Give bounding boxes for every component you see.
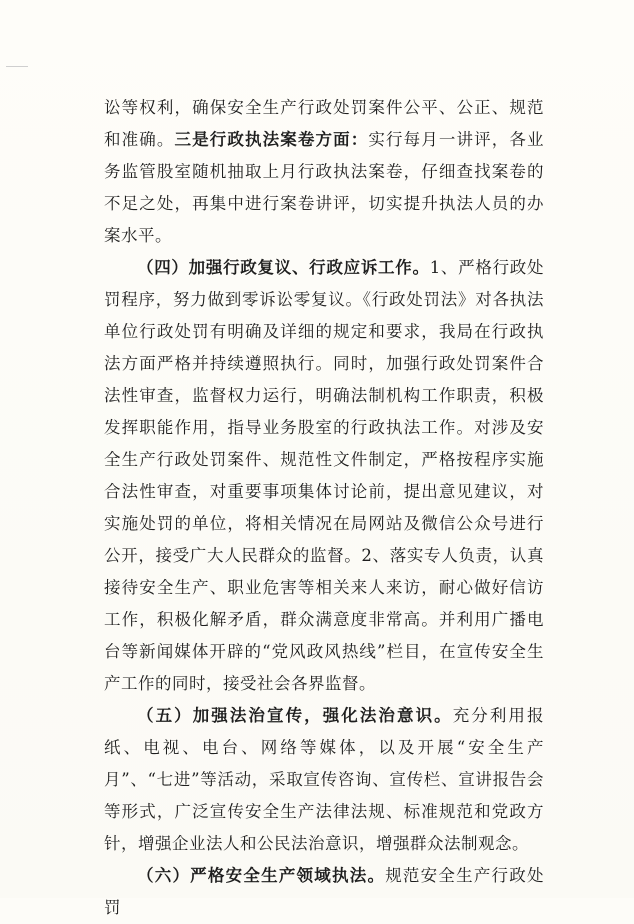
text-segment: 规范安全生产行政处罚 bbox=[104, 866, 545, 917]
text-segment: 讼等权利，确保安全生产行政处罚案件公平、公正、规范和准确。 bbox=[104, 98, 544, 149]
text-segment: 充分利用报纸、电视、电台、网络等媒体，以及开展“安全生产月”、“七进”等活动，采取宣传咨询、宣传栏、宣讲报告会等形式，广泛宣传安全生产法律法规、标准规范和党政方针，增强企业法人和公民法治意识，增强群众法制观念。 bbox=[104, 706, 545, 853]
heading-case-files: 三是行政执法案卷方面： bbox=[174, 130, 369, 149]
text-segment: 1、严格行政处罚程序，努力做到零诉讼零复议。《行政处罚法》对各执法单位行政处罚有明确及详细的规定和要求，我局在行政执法方面严格并持续遵照执行。同时，加强行政处罚案件合法性审查，监督权力运行，明确法制机构工作职责，积极发挥职能作用，指导业务股室的行政执法工作。对涉及安全生产行政处罚案件、规范性文件制定，严格按程序实施合法性审查，对重要事项集体讨论前，提出意见建议，对实施处罚的单位，将相关情况在局网站及微信公众号进行公开，接受广大人民群众的监督。2、落实专人负责，认真接待安全生产、职业危害等相关来人来访，耐心做好信访工作，积极化解矛盾，群众满意度非常高。并利用广播电台等新闻媒体开辟的“党风政风热线”栏目，在宣传安全生产工作的同时，接受社会各界监督。 bbox=[104, 258, 545, 693]
body-text bbox=[104, 92, 544, 924]
heading-section-4: （四）加强行政复议、行政应诉工作。 bbox=[137, 258, 430, 277]
text-segment: 实行每月一讲评，各业务监管股室随机抽取上月行政执法案卷，仔细查找案卷的不足之处，再集中进行案卷讲评，切实提升执法人员的办案水平。 bbox=[104, 130, 544, 245]
paragraph-case-files bbox=[104, 92, 544, 252]
heading-section-6: （六）严格安全生产领域执法。 bbox=[137, 866, 386, 885]
heading-section-5: （五）加强法治宣传，强化法治意识。 bbox=[137, 706, 453, 725]
scan-edge-mark bbox=[6, 66, 28, 67]
paragraph-section-5 bbox=[104, 700, 544, 860]
paragraph-section-4 bbox=[104, 252, 544, 700]
paragraph-section-6 bbox=[104, 860, 544, 924]
